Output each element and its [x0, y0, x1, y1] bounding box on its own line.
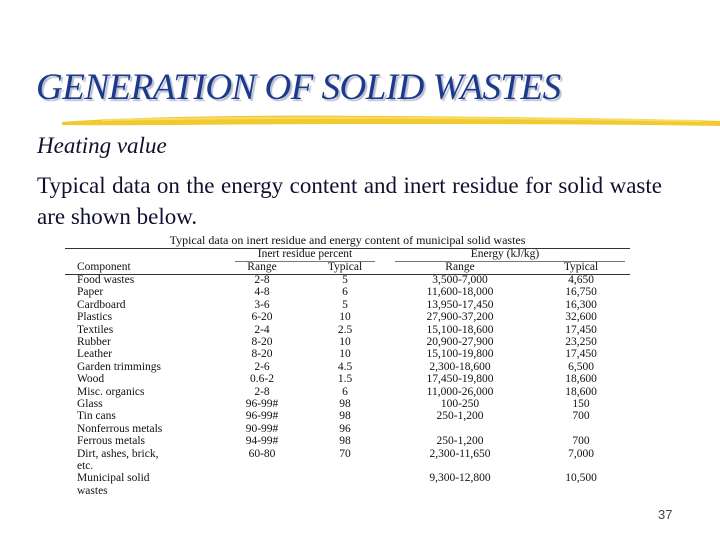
cell-inert-typical: 2.5 [337, 323, 353, 336]
table-caption: Typical data on inert residue and energy content of municipal solid wastes [169, 233, 526, 247]
cell-inert-typical: 10 [339, 311, 351, 324]
cell-energy-typical: 700 [572, 435, 590, 448]
cell-energy-range: 11,600-18,000 [426, 286, 494, 299]
cell-energy-range: 11,000-26,000 [426, 385, 494, 398]
cell-inert-range: 2-6 [254, 360, 270, 373]
cell-inert-typical: 5 [342, 298, 348, 311]
table-row [65, 336, 630, 349]
cell-component: Rubber [77, 336, 111, 348]
cell-component: etc. [77, 460, 94, 472]
cell-inert-range: 6-20 [251, 311, 273, 324]
table-row [65, 448, 630, 461]
cell-energy-range: 27,900-37,200 [426, 311, 494, 324]
cell-component: Nonferrous metals [77, 422, 163, 435]
cell-inert-typical: 98 [339, 398, 351, 410]
cell-energy-range: 15,100-18,600 [426, 323, 494, 336]
cell-inert-range: 3-6 [254, 298, 270, 311]
table-row [65, 460, 630, 473]
cell-energy-range: 3,500-7,000 [432, 274, 488, 286]
table-row [65, 373, 630, 386]
table-row [65, 311, 630, 324]
col-header-inert-range: Range [247, 261, 277, 273]
cell-component: Plastics [77, 311, 113, 324]
cell-energy-range: 250-1,200 [436, 435, 484, 448]
table-row [65, 472, 630, 485]
cell-inert-typical: 4.5 [337, 360, 353, 373]
slide-title: GENERATION OF SOLID WASTES [36, 67, 561, 108]
cell-component: Dirt, ashes, brick, [77, 447, 159, 460]
cell-component: Paper [77, 286, 104, 299]
cell-energy-range: 250-1,200 [436, 410, 484, 423]
cell-component: Tin cans [77, 410, 116, 423]
table-row [65, 398, 630, 411]
col-header-energy-typical: Typical [563, 261, 599, 273]
cell-energy-typical: 700 [572, 410, 590, 423]
cell-inert-range: 2-4 [254, 323, 270, 336]
cell-inert-range: 8-20 [251, 336, 273, 348]
cell-energy-typical: 10,500 [565, 472, 597, 485]
cell-inert-typical: 10 [339, 348, 351, 361]
cell-inert-typical: 10 [339, 336, 351, 348]
col-header-inert-typical: Typical [327, 261, 363, 273]
section-subtitle: Heating value [37, 133, 167, 158]
cell-component: Misc. organics [77, 385, 145, 398]
cell-component: Ferrous metals [77, 435, 146, 448]
cell-energy-typical: 23,250 [565, 336, 597, 348]
cell-inert-typical: 98 [339, 435, 351, 448]
cell-component: Food wastes [77, 274, 135, 286]
body-text: Typical data on the energy content and inert residue for solid waste are shown below. [37, 173, 662, 229]
cell-inert-range: 0.6-2 [250, 373, 274, 386]
cell-energy-range: 13,950-17,450 [426, 298, 494, 311]
cell-inert-range: 96-99# [245, 410, 279, 423]
table-row [65, 324, 630, 337]
cell-inert-typical: 6 [342, 286, 348, 299]
page-number: 37 [658, 507, 673, 522]
yellow-brush-stroke [62, 112, 720, 128]
table-row [65, 348, 630, 361]
cell-energy-range: 2,300-11,650 [429, 447, 491, 460]
cell-component: Textiles [77, 323, 114, 336]
cell-inert-range: 90-99# [245, 422, 279, 435]
cell-energy-typical: 6,500 [568, 360, 594, 373]
table-row [65, 299, 630, 312]
cell-inert-typical: 98 [339, 410, 351, 423]
cell-energy-typical: 16,300 [565, 298, 597, 311]
cell-inert-range: 8-20 [251, 348, 273, 361]
cell-energy-range: 20,900-27,900 [426, 336, 494, 348]
table-row [65, 386, 630, 399]
group-header-energy: Energy (kJ/kg) [470, 248, 540, 260]
cell-component: Garden trimmings [77, 360, 161, 373]
cell-energy-range: 15,100-19,800 [426, 348, 494, 361]
cell-energy-typical: 150 [572, 398, 590, 410]
cell-energy-typical: 7,000 [568, 447, 594, 460]
cell-energy-typical: 18,600 [565, 373, 597, 386]
cell-inert-typical: 96 [339, 422, 351, 435]
cell-energy-range: 17,450-19,800 [426, 373, 494, 386]
table-row [65, 485, 630, 498]
table-row [65, 423, 630, 436]
cell-inert-range: 60-80 [248, 447, 276, 460]
cell-inert-range: 96-99# [245, 398, 279, 410]
cell-energy-typical: 18,600 [565, 385, 597, 398]
cell-component: Municipal solid [77, 472, 150, 485]
table-row [65, 435, 630, 448]
table-row [65, 274, 630, 287]
table-row [65, 410, 630, 423]
cell-energy-typical: 32,600 [565, 311, 597, 324]
cell-component: Leather [77, 348, 113, 361]
group-header-inert: Inert residue percent [257, 248, 353, 260]
cell-energy-range: 100-250 [440, 398, 480, 410]
cell-inert-typical: 1.5 [337, 373, 353, 386]
cell-energy-typical: 4,650 [568, 274, 594, 286]
cell-component: Wood [77, 373, 105, 386]
cell-component: Glass [77, 398, 103, 410]
cell-inert-range: 4-8 [254, 286, 270, 299]
cell-energy-typical: 16,750 [565, 286, 597, 299]
cell-inert-range: 2-8 [254, 274, 270, 286]
cell-inert-typical: 5 [342, 274, 348, 286]
cell-energy-range: 2,300-18,600 [429, 360, 491, 373]
cell-inert-range: 94-99# [245, 435, 279, 448]
table-row [65, 286, 630, 299]
cell-energy-range: 9,300-12,800 [429, 472, 491, 485]
cell-inert-typical: 70 [339, 447, 351, 460]
table-row [65, 361, 630, 374]
cell-component: wastes [77, 484, 108, 497]
col-header-energy-range: Range [445, 261, 475, 273]
cell-inert-typical: 6 [342, 385, 348, 398]
cell-component: Cardboard [77, 298, 126, 311]
col-header-component: Component [77, 261, 131, 273]
cell-energy-typical: 17,450 [565, 323, 597, 336]
cell-energy-typical: 17,450 [565, 348, 597, 361]
cell-inert-range: 2-8 [254, 385, 270, 398]
